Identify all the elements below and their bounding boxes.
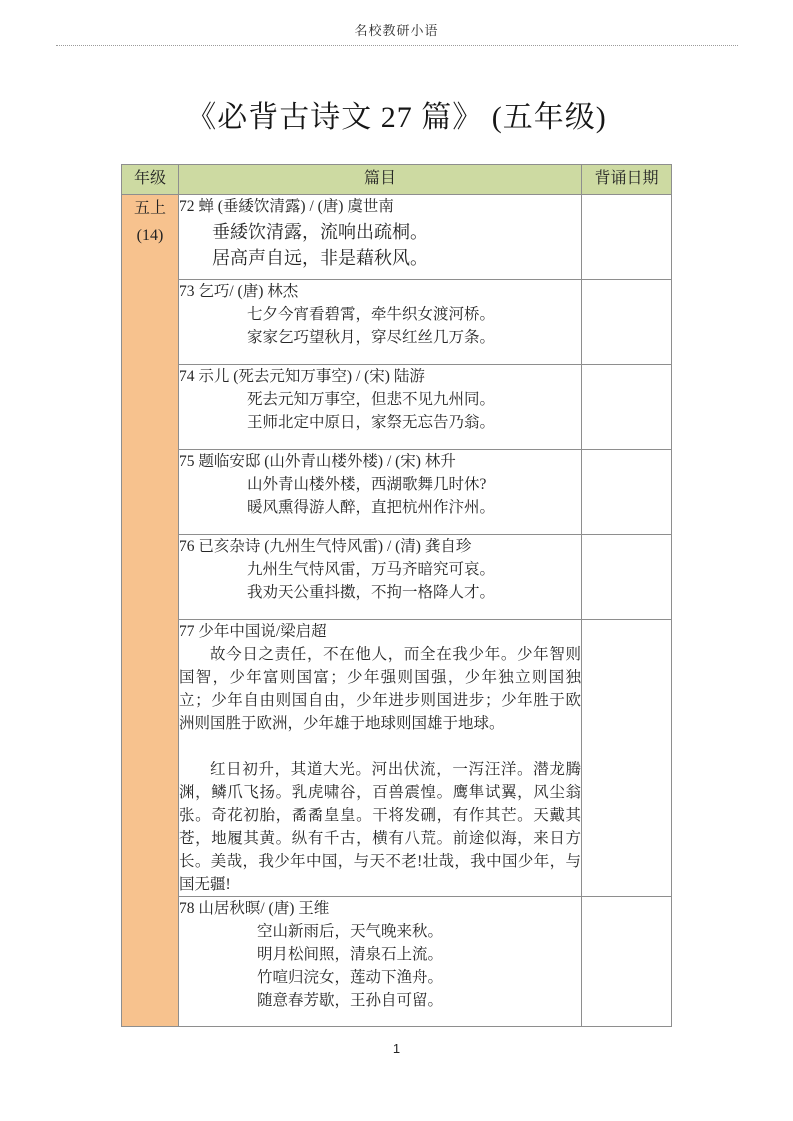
recite-date-cell <box>582 620 672 897</box>
poem-line: 暖风熏得游人醉，直把杭州作汴州。 <box>247 499 496 516</box>
table-row <box>122 897 672 1027</box>
poem-table <box>121 164 672 1027</box>
table-header-row <box>122 165 672 195</box>
document-header <box>56 0 738 46</box>
poem-body <box>179 303 581 349</box>
document-header-text: 名校教研小语 <box>354 23 439 38</box>
poem-cell-74 <box>179 365 582 450</box>
poem-body <box>179 388 581 434</box>
recite-date-cell <box>582 280 672 365</box>
table-row <box>122 535 672 620</box>
poem-line: 空山新雨后，天气晚来秋。 <box>257 923 444 940</box>
table-row <box>122 620 672 897</box>
prose-paragraph: 红日初升，其道大光。河出伏流，一泻汪洋。潜龙腾渊，鳞爪飞扬。乳虎啸谷，百兽震惶。鹰隼试翼，风尘翁张。奇花初胎，矞矞皇皇。干将发硎，有作其芒。天戴其苍，地履其黄。纵有千古，横有八荒。前途似海，来日方长。美哉，我少年中国，与天不老!壮哉，我中国少年，与国无疆! <box>179 761 581 893</box>
poem-line: 居高声自远，非是藉秋风。 <box>212 248 428 268</box>
page-number: 1 <box>392 1041 401 1056</box>
poem-title: 73 乞巧/ (唐) 林杰 <box>179 283 299 300</box>
recite-date-cell <box>582 195 672 280</box>
poem-body <box>179 219 581 271</box>
poem-cell-76 <box>179 535 582 620</box>
grade-label-line1: 五上 <box>133 200 166 217</box>
poem-line: 七夕今宵看碧霄，牵牛织女渡河桥。 <box>247 306 496 323</box>
poem-title: 74 示儿 (死去元知万事空) / (宋) 陆游 <box>179 368 425 385</box>
poem-cell-75 <box>179 450 582 535</box>
prose-body <box>179 643 581 896</box>
poem-line: 死去元知万事空，但悲不见九州同。 <box>247 391 496 408</box>
poem-line: 垂緌饮清露，流响出疏桐。 <box>212 222 428 242</box>
poem-body <box>179 473 581 519</box>
poem-line: 九州生气恃风雷，万马齐暗究可哀。 <box>247 561 496 578</box>
table-row <box>122 195 672 280</box>
table-row <box>122 365 672 450</box>
poem-cell-78 <box>179 897 582 1027</box>
poem-cell-72 <box>179 195 582 280</box>
poem-line: 我劝天公重抖擞，不拘一格降人才。 <box>247 584 496 601</box>
column-header-grade: 年级 <box>122 165 179 195</box>
table-row <box>122 280 672 365</box>
poem-title: 78 山居秋暝/ (唐) 王维 <box>179 900 330 917</box>
column-header-content: 篇目 <box>179 165 582 195</box>
poem-line: 明月松间照，清泉石上流。 <box>257 946 444 963</box>
poem-line: 家家乞巧望秋月，穿尽红丝几万条。 <box>247 329 496 346</box>
column-header-date: 背诵日期 <box>582 165 672 195</box>
poem-title: 77 少年中国说/梁启超 <box>179 623 327 640</box>
table-row <box>122 450 672 535</box>
poem-title: 72 蝉 (垂緌饮清露) / (唐) 虞世南 <box>179 198 394 215</box>
recite-date-cell <box>582 365 672 450</box>
recite-date-cell <box>582 450 672 535</box>
poem-line: 随意春芳歇，王孙自可留。 <box>257 992 444 1009</box>
grade-label-line2: (14) <box>136 227 164 244</box>
recite-date-cell <box>582 897 672 1027</box>
poem-title: 76 已亥杂诗 (九州生气恃风雷) / (清) 龚自珍 <box>179 538 472 555</box>
grade-cell <box>122 195 179 1027</box>
poem-cell-77 <box>179 620 582 897</box>
poem-line: 山外青山楼外楼，西湖歌舞几时休? <box>247 476 487 493</box>
poem-line: 竹喧归浣女，莲动下渔舟。 <box>257 969 444 986</box>
poem-body <box>179 558 581 604</box>
poem-title: 75 题临安邸 (山外青山楼外楼) / (宋) 林升 <box>179 453 456 470</box>
poem-line: 王师北定中原日，家祭无忘告乃翁。 <box>247 414 496 431</box>
poem-body <box>179 920 581 1012</box>
prose-paragraph: 故今日之责任，不在他人，而全在我少年。少年智则国智，少年富则国富；少年强则国强，少年独立则国独立；少年自由则国自由，少年进步则国进步；少年胜于欧洲则国胜于欧洲，少年雄于地球则国雄于地球。 <box>179 646 581 732</box>
page-title: 《必背古诗文 27 篇》 (五年级) <box>186 101 607 134</box>
recite-date-cell <box>582 535 672 620</box>
poem-cell-73 <box>179 280 582 365</box>
